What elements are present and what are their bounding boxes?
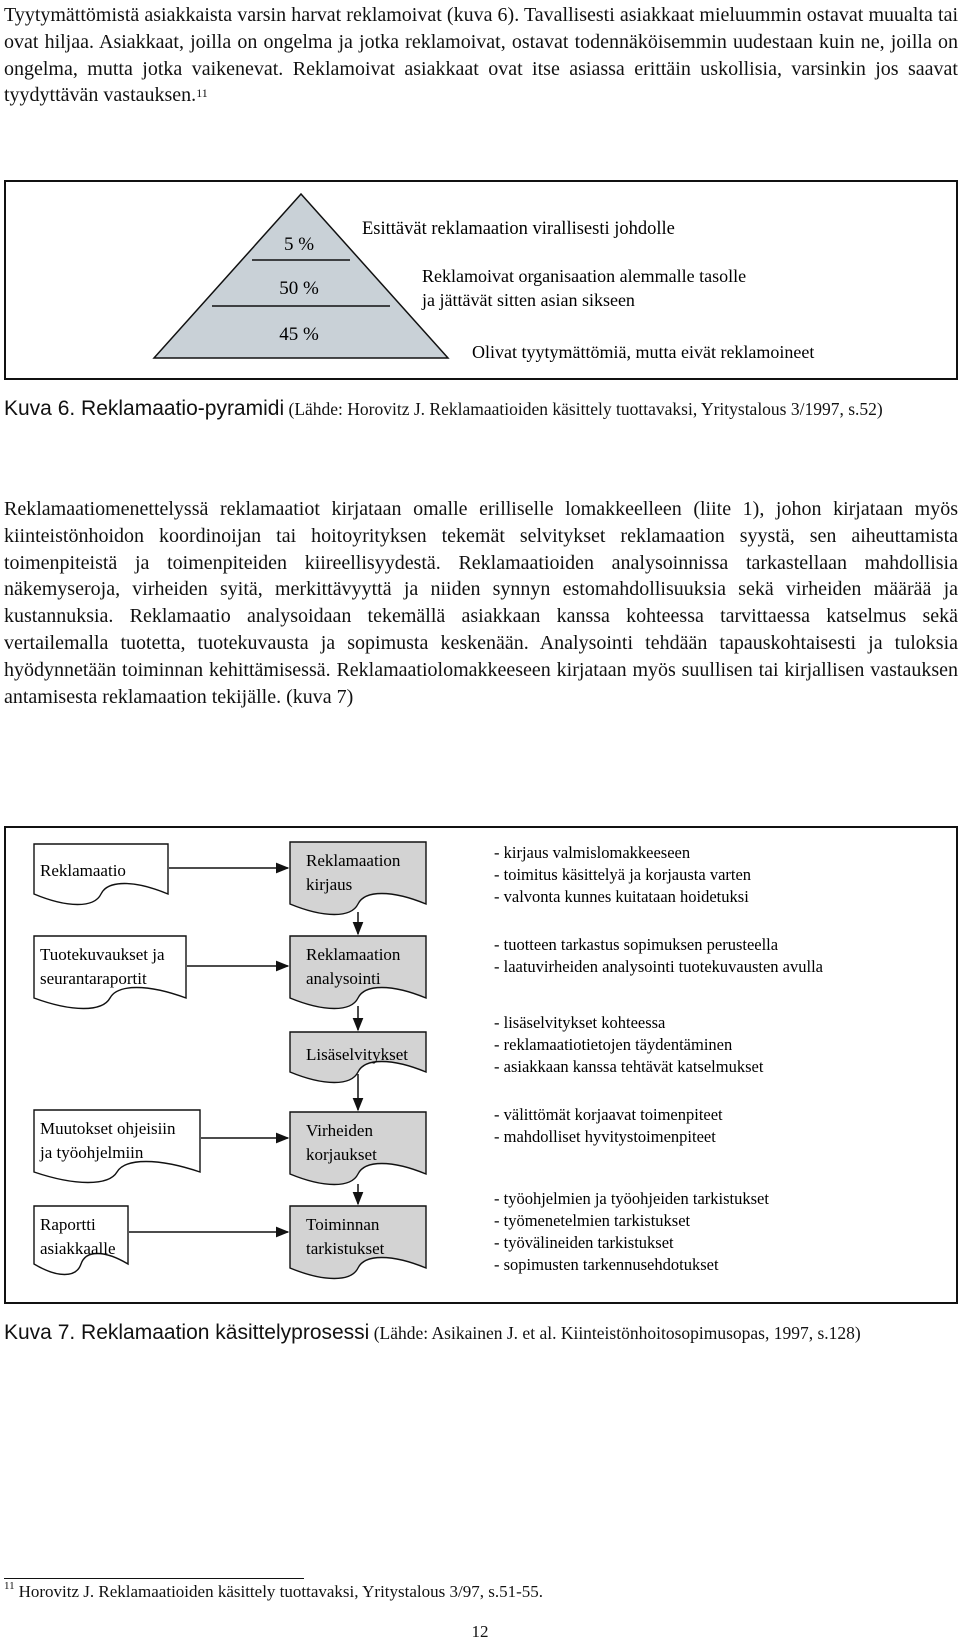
- process-note-1-line-3: - valvonta kunnes kuitataan hoidetuksi: [494, 887, 749, 906]
- process-step-1-text-line-2: kirjaus: [306, 875, 353, 894]
- footnote: [4, 1582, 543, 1602]
- process-note-3-line-3: - asiakkaan kanssa tehtävät katselmukset: [494, 1057, 764, 1076]
- figure-7-caption-source: (Lähde: Asikainen J. et al. Kiinteistönhoitosopimusopas, 1997, s.128): [369, 1323, 861, 1343]
- footnote-text: Horovitz J. Reklamaatioiden käsittely tuottavaksi, Yritystalous 3/97, s.51-55.: [18, 1582, 543, 1601]
- process-step-1-text-line-1: Reklamaation: [306, 851, 401, 870]
- process-step-5-text-line-1: Toiminnan: [306, 1215, 380, 1234]
- process-step-2-text-line-1: Reklamaation: [306, 945, 401, 964]
- complaint-pyramid-diagram: [6, 182, 956, 378]
- input-document-2-text-line-1: Tuotekuvaukset ja: [40, 945, 165, 964]
- intro-paragraph: [4, 2, 958, 109]
- process-step-4-text-line-2: korjaukset: [306, 1145, 377, 1164]
- process-note-1-line-1: - kirjaus valmislomakkeeseen: [494, 843, 691, 862]
- process-note-2-line-2: - laatuvirheiden analysointi tuotekuvausten avulla: [494, 957, 823, 976]
- process-note-4-line-2: - mahdolliset hyvitystoimenpiteet: [494, 1127, 716, 1146]
- input-document-4-text-line-1: Raportti: [40, 1215, 96, 1234]
- process-note-5-line-2: - työmenetelmien tarkistukset: [494, 1211, 691, 1230]
- pyramid-level-top-percent: 5 %: [283, 234, 315, 255]
- pyramid-level-middle-percent: 50 %: [279, 278, 319, 299]
- process-note-2-line-1: - tuotteen tarkastus sopimuksen perusteella: [494, 935, 779, 954]
- process-note-4-line-1: - välittömät korjaavat toimenpiteet: [494, 1105, 723, 1124]
- footnote-reference: 11: [196, 86, 208, 101]
- input-document-4-text-line-2: asiakkaalle: [40, 1239, 116, 1258]
- figure-6-frame: [4, 180, 958, 380]
- input-document-3-text-line-1: Muutokset ohjeisiin: [40, 1119, 176, 1138]
- process-step-5-text-line-2: tarkistukset: [306, 1239, 385, 1258]
- process-flow-diagram: [6, 828, 956, 1302]
- intro-paragraph-text: Tyytymättömistä asiakkaista varsin harvat reklamoivat (kuva 6). Tavallisesti asiakkaat mieluummin ostavat muualta tai ovat hiljaa. Asiakkaat, joilla on ongelma ja jotka reklamoivat, ostavat todennäköisemmin uudestaan kuin ne, joilla on ongelma, mutta jotka vaikenevat. Reklamoivat asiakkaat ovat itse asiassa erittäin uskollisia, varsinkin jos saavat tyydyttävän vastauksen.: [4, 4, 958, 107]
- process-note-5-line-4: - sopimusten tarkennusehdotukset: [494, 1255, 719, 1274]
- process-note-5-line-3: - työvälineiden tarkistukset: [494, 1233, 674, 1252]
- figure-7-caption: [4, 1320, 958, 1347]
- process-note-3-line-1: - lisäselvitykset kohteessa: [494, 1013, 666, 1032]
- process-step-3-text-line-1: Lisäselvitykset: [306, 1045, 408, 1064]
- process-note-1-line-2: - toimitus käsittelyä ja korjausta varten: [494, 865, 752, 884]
- figure-6-caption-source: (Lähde: Horovitz J. Reklamaatioiden käsittely tuottavaksi, Yritystalous 3/1997, s.52): [284, 399, 883, 419]
- figure-7-frame: [4, 826, 958, 1304]
- footnote-separator: [4, 1578, 304, 1579]
- pyramid-level-bottom-percent: 45 %: [279, 324, 319, 345]
- pyramid-level-top-description: Esittävät reklamaation virallisesti johdolle: [362, 219, 675, 239]
- process-step-4-text-line-1: Virheiden: [306, 1121, 373, 1140]
- input-document-1-text-line-1: Reklamaatio: [40, 861, 126, 880]
- figure-7-caption-title: Kuva 7. Reklamaation käsittelyprosessi: [4, 1321, 370, 1344]
- process-step-2-text-line-2: analysointi: [306, 969, 381, 988]
- figure-6-caption: [4, 396, 958, 423]
- pyramid-level-bottom-description: Olivat tyytymättömiä, mutta eivät reklamoineet: [472, 342, 815, 362]
- input-document-3-text-line-2: ja työohjelmiin: [40, 1143, 144, 1162]
- pyramid-level-middle-description-line1: Reklamoivat organisaation alemmalle tasolle: [422, 266, 747, 286]
- process-note-3-line-2: - reklamaatiotietojen täydentäminen: [494, 1035, 733, 1054]
- pyramid-level-middle-description-line2: ja jättävät sitten asian sikseen: [422, 290, 635, 310]
- footnote-number: 11: [4, 1580, 15, 1592]
- page-number: 12: [471, 1622, 489, 1641]
- figure-6-caption-title: Kuva 6. Reklamaatio-pyramidi: [4, 397, 285, 420]
- process-note-5-line-1: - työohjelmien ja työohjeiden tarkistukset: [494, 1189, 769, 1208]
- body-paragraph: Reklamaatiomenettelyssä reklamaatiot kirjataan omalle erilliselle lomakkeelleen (liite 1), johon kirjataan myös kiinteistönhoidon koordinoijan tai hoitoyrityksen tekemät selvitykset reklamaation syystä, sen aiheuttamista toimenpiteistä ja toimenpiteiden kiireellisyydestä. Reklamaatioiden analysoinnissa tarkastellaan mahdollisia näkemyseroja, virheiden syitä, merkittävyyttä ja niiden synnyn estomahdollisuuksia sekä virheiden määrää ja kustannuksia. Reklamaatio analysoidaan tekemällä asiakkaan kanssa kohteessa tarvittaessa katselmus sekä vertailemalla tuotetta, tuotekuvausta ja sopimusta keskenään. Analysointi tehdään tapauskohtaisesti ja tuloksia hyödynnetään toiminnan kehittämisessä. Reklamaatiolomakkeeseen kirjataan myös suullisen tai kirjallisen vastauksen antamisesta reklamaation tekijälle. (kuva 7): [4, 498, 958, 708]
- input-document-2-text-line-2: seurantaraportit: [40, 969, 147, 988]
